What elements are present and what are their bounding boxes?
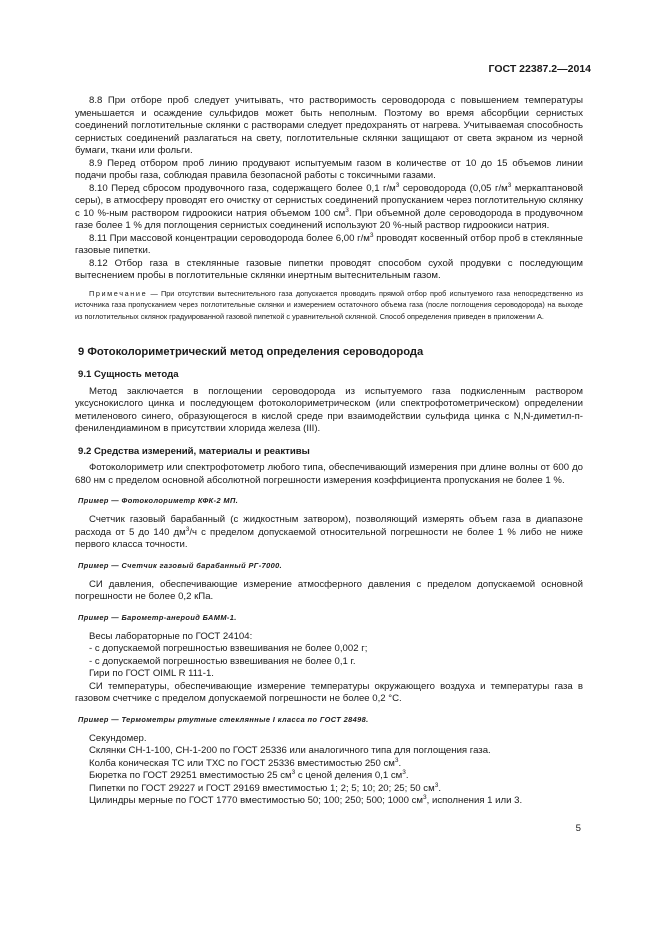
paragraph-8-8: 8.8 При отборе проб следует учитывать, что растворимость сероводорода с повышением температуры уменьшается и осаждение сульфидов может быть неполным. Поэтому во время абсорбции сернистых соединений поглотительные склянки с растворами следует предохранять от нагрева. Учитываемая способность сернистых соединений разлагаться на свету, поглотительные склянки защищают от света экраном из черной бумаги, ткани или фольги.	[75, 95, 583, 156]
weights-line: Гири по ГОСТ OIML R 111-1.	[89, 668, 214, 680]
paragraph-temperature: СИ температуры, обеспечивающие измерение температуры окружающего воздуха и температуры газа в газовом счетчике с пределом допускаемой погрешности не более 0,2 °С.	[75, 680, 583, 705]
section-9-title: 9 Фотоколориметрический метод определения сероводорода	[78, 346, 424, 359]
list-item-cylinders: Цилиндры мерные по ГОСТ 1770 вместимостью 50; 100; 250; 500; 1000 $см^3$, исполнения 1 или 3.	[89, 794, 523, 807]
paragraph-gas-counter: Счетчик газовый барабанный (с жидкостным затвором), позволяющий измерять объем газа в диапазоне расхода от 5 до 140 $дм^3/ч$ с пределом допускаемой относительной погрешности не более 1 % либо не ниже первого класса точности.	[75, 514, 584, 551]
example-barometer: Пример — Барометр-анероид БАММ-1.	[78, 612, 237, 622]
scales-line: - с допускаемой погрешностью взвешивания не более 0,1 г.	[89, 655, 356, 667]
paragraph-8-10: 8.10 Перед сбросом продувочного газа, содержащего более 0,1 $г/м^3$ сероводорода (0,05 $г/м^3$ меркаптановой серы), в атмосферу проводят его очистку от сернистых соединений пропусканием через поглотительную склянку с 10 %-ным раствором гидроокиси натрия объемом 100 $см^3$. При объемной доле сероводорода в продувочном газе более 1 % для поглощения сернистых соединений используют 20 %-ный раствор гидроокиси натрия.	[75, 181, 584, 231]
example-thermometer: Пример — Термометры ртутные стеклянные I класса по ГОСТ 28498.	[78, 714, 369, 724]
list-item-buret: Бюретка по ГОСТ 29251 вместимостью 25 $см^3$ с ценой деления 0,1 $см^3$.	[89, 769, 409, 782]
paragraph-pressure: СИ давления, обеспечивающие измерение атмосферного давления с пределом допускаемой основной погрешности не более 0,2 кПа.	[75, 578, 583, 603]
paragraph-8-12: 8.12 Отбор газа в стеклянные газовые пипетки проводят способом сухой продувки с последующим вытеснением пробы в поглотительные склянки инертным вытеснительным газом.	[75, 257, 583, 281]
paragraph-9-1: Метод заключается в поглощении сероводорода из испытуемого газа подкисленным раствором уксуснокислого цинка и последующем фотоколориметрическом (или спектрофотометрическом) определении метиленового синего, образующегося в кислой среде при взаимодействии сульфида цинка с N,N-диметил-п-фенилендиамином в присутствии хлорида железа (III).	[75, 385, 583, 435]
subsection-9-2-title: 9.2 Средства измерений, материалы и реактивы	[78, 445, 310, 457]
scales-line: Весы лабораторные по ГОСТ 24104:	[89, 630, 253, 642]
list-item-flasks: Склянки СН-1-100, СН-1-200 по ГОСТ 25336 или аналогичного типа для поглощения газа.	[89, 745, 491, 757]
example-gas-counter: Пример — Счетчик газовый барабанный РГ-7000.	[78, 560, 283, 570]
note-label: Примечание	[89, 288, 148, 298]
page-body	[75, 95, 583, 808]
document-header: ГОСТ 22387.2—2014	[488, 63, 591, 75]
example-photometer: Пример — Фотоколориметр КФК-2 МП.	[78, 496, 239, 506]
paragraph-8-11: 8.11 При массовой концентрации сероводорода более 6,00 $г/м^3$ проводят косвенный отбор проб в стеклянные газовые пипетки.	[75, 231, 583, 256]
note-text: — При отсутствии вытеснительного газа допускается проводить прямой отбор проб испытуемого газа непосредственно из источника газа пропусканием через поглотительные склянки и измерением остаточного объема газа (после поглощения сероводорода) на выходе из поглотительных склянок градуированной газовой пипеткой с уравнительной склянкой. Способ определения приведен в приложении А.	[75, 288, 583, 321]
list-item-stopwatch: Секундомер.	[89, 732, 147, 744]
note	[75, 288, 583, 323]
list-item-pipets: Пипетки по ГОСТ 29227 и ГОСТ 29169 вместимостью 1; 2; 5; 10; 20; 25; 50 $см^3$.	[89, 781, 441, 794]
page-number: 5	[575, 823, 581, 834]
paragraph-photometer: Фотоколориметр или спектрофотометр любого типа, обеспечивающий измерения при длине волны от 600 до 680 нм с пределом основной абсолютной погрешности измерения коэффициента пропускания не более 1 %.	[75, 462, 583, 486]
subsection-9-1-title: 9.1 Сущность метода	[78, 369, 179, 381]
scales-line: - с допускаемой погрешностью взвешивания не более 0,002 г;	[89, 643, 368, 655]
list-item-conical-flask: Колба коническая ТС или ТХС по ГОСТ 25336 вместимостью 250 $см^3$.	[89, 756, 402, 769]
paragraph-8-9: 8.9 Перед отбором проб линию продувают испытуемым газом в количестве от 10 до 15 объемов линии подачи пробы газа, соблюдая правила безопасной работы с токсичными газами.	[75, 157, 583, 181]
